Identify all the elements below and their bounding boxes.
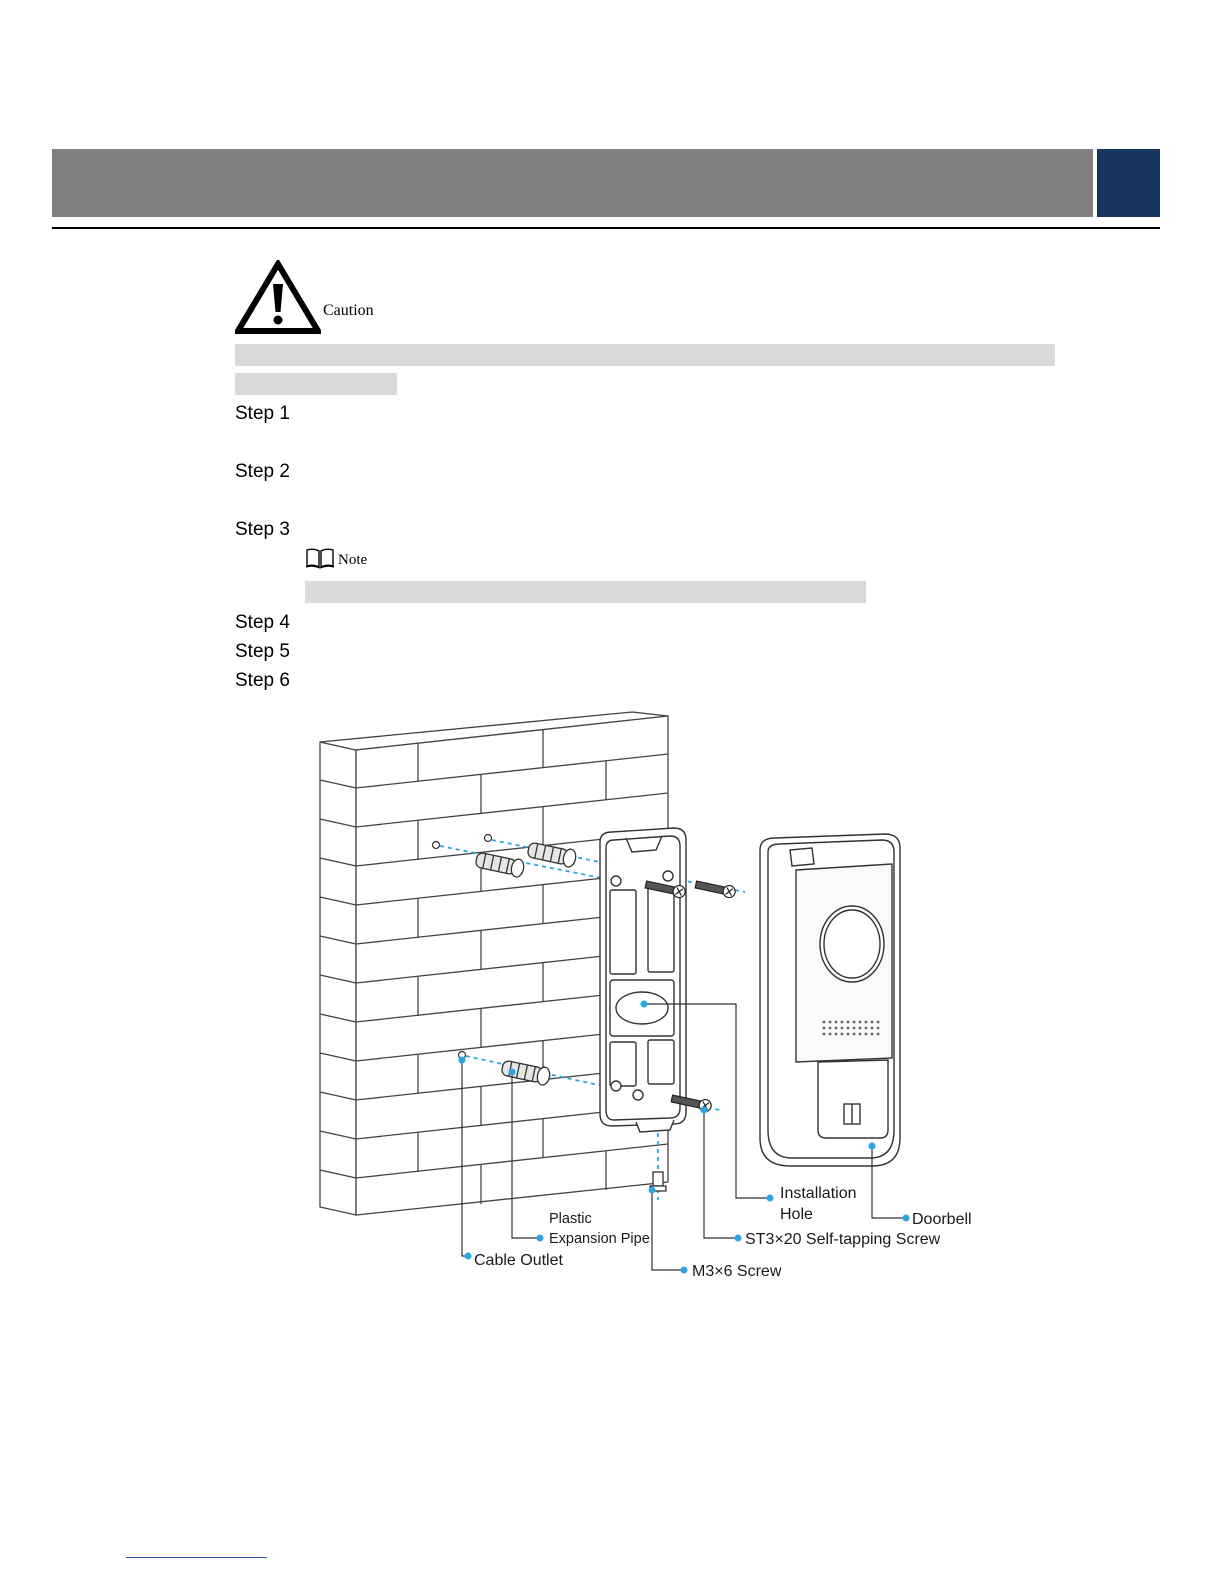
caution-label: Caution: [323, 302, 374, 319]
note-text-redacted: [305, 581, 866, 603]
doorbell-device: [760, 834, 900, 1166]
step-1-label: Step 1: [235, 403, 290, 424]
step-2-label: Step 2: [235, 461, 290, 482]
step-6-label: Step 6: [235, 670, 290, 691]
label-installation-hole-1: Installation: [780, 1185, 857, 1202]
caution-text-redacted-2: [235, 373, 397, 395]
label-installation-hole-2: Hole: [780, 1206, 813, 1223]
header-rule: [52, 227, 1160, 229]
label-self-tapping-screw: ST3×20 Self-tapping Screw: [745, 1231, 941, 1248]
mounting-bracket: [600, 828, 686, 1132]
label-cable-outlet: Cable Outlet: [474, 1252, 563, 1269]
installation-diagram: [300, 700, 1000, 1290]
label-m3-screw: M3×6 Screw: [692, 1263, 782, 1280]
label-plastic-pipe-1: Plastic: [549, 1211, 592, 1227]
book-icon: [305, 547, 335, 569]
label-doorbell: Doorbell: [912, 1211, 972, 1228]
footer-link-underline[interactable]: [126, 1557, 267, 1558]
warning-icon: [235, 260, 321, 334]
step-4-label: Step 4: [235, 612, 290, 633]
header-bar: [52, 149, 1093, 217]
note-label: Note: [338, 552, 368, 568]
label-plastic-pipe-2: Expansion Pipe: [549, 1231, 650, 1247]
step-5-label: Step 5: [235, 641, 290, 662]
caution-text-redacted: [235, 344, 1055, 366]
header-chapter-block: [1097, 149, 1160, 217]
step-3-label: Step 3: [235, 519, 290, 540]
